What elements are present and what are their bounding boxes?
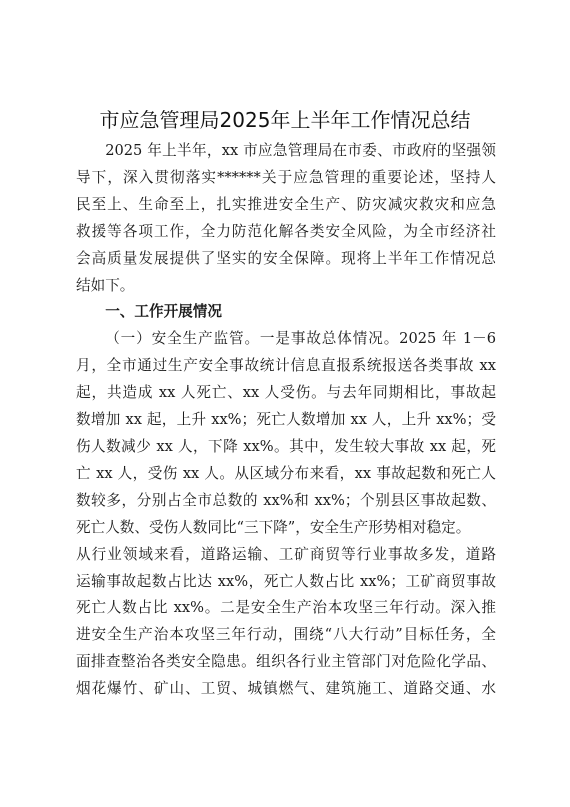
document-title: 市应急管理局2025年上半年工作情况总结	[99, 108, 471, 132]
paragraph-line: 数较多，分别占全市总数的 xx%和 xx%；个别县区事故起数、	[76, 491, 496, 509]
paragraph-line: （一）安全生产监管。一是事故总体情况。2025 年 1－6	[105, 330, 496, 348]
paragraph-line: 结如下。	[76, 276, 135, 294]
paragraph-line: 伤人数减少 xx 人，下降 xx%。其中，发生较大事故 xx 起，死	[76, 437, 496, 455]
paragraph-line: 2025 年上半年，xx 市应急管理局在市委、市政府的坚强领	[105, 142, 496, 159]
paragraph-line: 救援等各项工作，全力防范化解各类安全风险，为全市经济社	[76, 222, 496, 240]
paragraph-line: 死亡人数、受伤人数同比“三下降”，安全生产形势相对稳定。	[76, 518, 471, 536]
paragraph-line: 会高质量发展提供了坚实的安全保障。现将上半年工作情况总	[76, 249, 496, 267]
paragraph-line: 导下，深入贯彻落实******关于应急管理的重要论述，坚持人	[76, 168, 496, 186]
paragraph-line: 数增加 xx 起，上升 xx%；死亡人数增加 xx 人，上升 xx%；受	[76, 411, 496, 429]
paragraph-line: 月，全市通过生产安全事故统计信息直报系统报送各类事故 xx	[76, 357, 496, 375]
paragraph-line: 进安全生产治本攻坚三年行动，围绕“八大行动”目标任务，全	[76, 626, 496, 644]
section-paragraph	[76, 326, 496, 703]
paragraph-line: 从行业领域来看，道路运输、工矿商贸等行业事故多发，道路	[76, 545, 496, 563]
document-body	[76, 138, 496, 703]
paragraph-line: 亡 xx 人，受伤 xx 人。从区域分布来看，xx 事故起数和死亡人	[76, 464, 496, 482]
section-heading: 一、工作开展情况	[105, 303, 222, 321]
paragraph-line: 死亡人数占比 xx%。二是安全生产治本攻坚三年行动。深入推	[76, 599, 496, 617]
paragraph-line: 民至上、生命至上，扎实推进安全生产、防灾减灾救灾和应急	[76, 195, 496, 213]
intro-paragraph	[76, 138, 496, 299]
paragraph-line: 运输事故起数占比达 xx%，死亡人数占比 xx%；工矿商贸事故	[76, 572, 496, 590]
paragraph-line: 面排查整治各类安全隐患。组织各行业主管部门对危险化学品、	[76, 653, 496, 671]
paragraph-line: 烟花爆竹、矿山、工贸、城镇燃气、建筑施工、道路交通、水	[76, 680, 496, 698]
paragraph-line: 起，共造成 xx 人死亡、xx 人受伤。与去年同期相比，事故起	[76, 384, 496, 402]
